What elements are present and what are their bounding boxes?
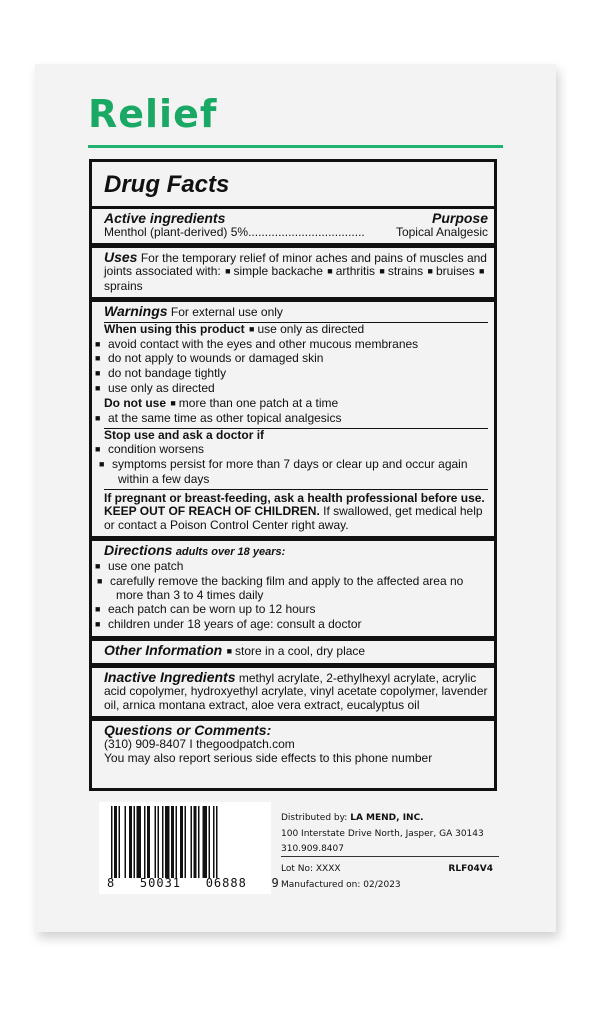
barcode-bar <box>119 806 121 878</box>
distributor-name: LA MEND, INC. <box>350 813 424 823</box>
lot-number: Lot No: XXXX <box>281 864 341 874</box>
barcode-bar <box>144 806 146 878</box>
pregnant-warning: If pregnant or breast-feeding, ask a health professional before use. KEEP OUT OF REACH OF CHILDREN. <box>104 490 485 519</box>
questions-heading: Questions or Comments: <box>104 721 272 738</box>
distributor-label: Distributed by: <box>281 813 348 823</box>
distributor-address: 100 Interstate Drive North, Jasper, GA 30143 <box>281 828 484 839</box>
use-item: bruises <box>435 264 475 279</box>
direction-item: use one patch <box>108 558 184 573</box>
active-ingredient: Menthol (plant-derived) 5% <box>104 225 249 239</box>
leader-dots: ................................... <box>248 225 365 239</box>
barcode-digits: 8 50031 06888 9 <box>107 876 280 890</box>
directions-section: Directions adults over 18 years: ■ use one patch ■ carefully remove the backing film and apply to the affected area no more than 3 to 4 times daily ■ each patch can be worn up to 12 hours ■ children under 18 years of age: consult a doctor <box>95 541 464 631</box>
warning-item: symptoms persist for more than 7 days or clear up and occur again within a few days <box>112 456 468 486</box>
barcode-bar <box>134 806 136 878</box>
lot-block <box>281 862 493 893</box>
other-info-section: Other Information ■ store in a cool, dry place <box>104 641 366 658</box>
barcode-bar <box>198 806 200 878</box>
inactive-text: methyl acrylate, 2-ethylhexyl acrylate, acrylic acid copolymer, hydroxyethyl acrylate, vinyl acetate copolymer, lavender oil, arnica montana extract, aloe vera extract, eucalyptus oil <box>104 670 488 713</box>
warning-item: use only as directed <box>257 321 365 336</box>
barcode-bar <box>147 806 150 878</box>
use-item: arthritis <box>335 264 376 279</box>
uses-text: For the temporary relief of minor aches and pains of muscles and joints associated with: <box>104 250 487 279</box>
questions-report: You may also report serious side effects to this phone number <box>104 750 433 765</box>
directions-sub: adults over 18 years: <box>175 545 286 558</box>
other-item: store in a cool, dry place <box>235 643 366 658</box>
other-heading: Other Information <box>104 641 223 658</box>
warning-item: do not apply to wounds or damaged skin <box>108 351 324 366</box>
use-item: simple backache <box>233 264 323 279</box>
barcode-bar <box>125 806 127 878</box>
barcode-bar <box>162 806 164 878</box>
uses-section: Uses For the temporary relief of minor aches and pains of muscles and joints associated with: ■ simple backache ■ arthritis ■ strains ■ bruises ■sprains <box>104 248 487 294</box>
barcode-bar <box>171 806 174 878</box>
barcode <box>99 802 280 894</box>
when-label: When using this product <box>104 321 245 336</box>
active-heading: Active ingredients <box>104 210 226 226</box>
questions-section <box>104 721 488 768</box>
warning-item: condition worsens <box>108 442 205 457</box>
warning-item: avoid contact with the eyes and other mucous membranes <box>108 336 419 351</box>
barcode-bar <box>191 806 193 878</box>
barcode-bar <box>158 806 160 878</box>
barcode-bar <box>203 806 208 878</box>
inactive-heading: Inactive Ingredients <box>104 668 236 685</box>
uses-heading: Uses <box>104 248 138 265</box>
swallowed-warning: If swallowed, get medical help or contact a Poison Control Center right away. <box>104 504 483 533</box>
drug-facts-panel <box>89 159 497 791</box>
barcode-bar <box>213 806 215 878</box>
barcode-bar <box>129 806 132 878</box>
purpose-heading: Purpose <box>431 210 488 226</box>
distributor-phone: 310.909.8407 <box>281 844 344 854</box>
barcode-bar <box>137 806 142 878</box>
inactive-section <box>104 668 488 716</box>
active-section <box>104 209 488 243</box>
barcode-bar <box>155 806 157 878</box>
use-item: sprains <box>104 279 143 294</box>
barcode-bar <box>180 806 183 878</box>
stop-label: Stop use and ask a doctor if <box>104 428 265 443</box>
warning-item: more than one patch at a time <box>178 395 339 410</box>
manufactured-date: Manufactured on: 02/2023 <box>281 879 401 890</box>
questions-contact: (310) 909-8407 I thegoodpatch.com <box>104 736 295 751</box>
distributor-block <box>281 811 484 858</box>
warning-item: do not bandage tightly <box>108 366 227 381</box>
product-code: RLF04V4 <box>448 864 493 874</box>
direction-item: each patch can be worn up to 12 hours <box>108 602 316 617</box>
brand-underline <box>88 145 503 148</box>
barcode-bar <box>176 806 178 878</box>
warnings-heading: Warnings <box>104 302 168 319</box>
direction-item: children under 18 years of age: consult a doctor <box>108 616 362 631</box>
purpose-value: Topical Analgesic <box>395 225 488 239</box>
barcode-bars <box>111 806 259 878</box>
barcode-bar <box>209 806 211 878</box>
warnings-intro: For external use only <box>170 304 283 319</box>
barcode-bar <box>111 806 113 878</box>
drug-facts-title: Drug Facts <box>104 171 230 198</box>
divider <box>281 856 499 857</box>
direction-item: carefully remove the backing film and apply to the affected area no more than 3 to 4 times daily <box>110 573 464 603</box>
directions-heading: Directions <box>104 541 173 558</box>
barcode-bar <box>194 806 197 878</box>
warning-item: at the same time as other topical analgesics <box>108 410 342 425</box>
barcode-bar <box>185 806 187 878</box>
barcode-bar <box>165 806 170 878</box>
use-item: strains <box>387 264 424 279</box>
brand-logo: Relief <box>88 92 218 136</box>
donot-label: Do not use <box>104 395 166 410</box>
barcode-bar <box>114 806 117 878</box>
barcode-bar <box>216 806 218 878</box>
warnings-section: Warnings For external use only When using this product ■ use only as directed ■ avoid contact with the eyes and other mucous membranes ■ do not apply to wounds or damaged skin ■ do not bandage tightly ■ use only as directed Do not use ■ more than one patch at a time ■ at the same time as other topical analgesics Stop use and ask a doctor if ■ condition worsens ■ symptoms persist for more than 7 days or clear up and occur again within a few days If pregnant or breast-feeding, ask a health professional before use. KEEP OUT OF REACH OF CHILDREN. If swallowed, get medical help or contact a Poison Control Center right away. <box>104 302 488 536</box>
warning-item: use only as directed <box>108 380 215 395</box>
